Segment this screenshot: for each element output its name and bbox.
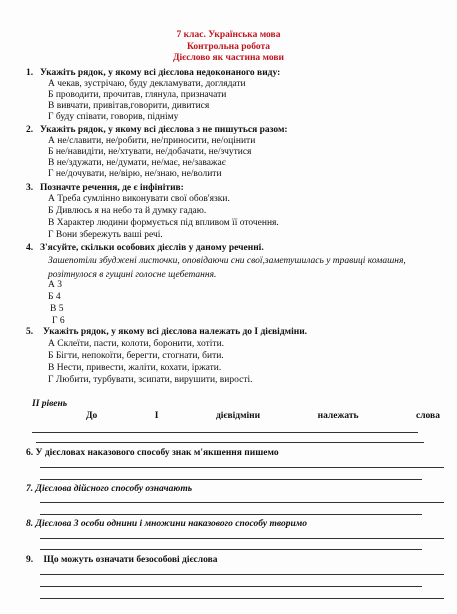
option-1b: Б проводити, прочитав, глянула, призначати	[48, 90, 227, 100]
task-word: I	[154, 411, 159, 421]
option-5b: Б Бігти, непокоїти, берегти, стогнати, бити.	[48, 351, 224, 361]
question-4	[26, 243, 264, 254]
question-number: 5.	[26, 327, 34, 337]
question-number: 7.	[26, 484, 34, 494]
question-number: 1.	[26, 68, 34, 78]
open-question-6	[26, 448, 279, 458]
task-word: До	[86, 411, 98, 421]
answer-line[interactable]	[40, 538, 444, 539]
task-word: дієвідміни	[215, 411, 261, 421]
task-word: належать	[317, 411, 359, 421]
option-5c: В Нести, привести, жаліти, кохати, іржати.	[48, 363, 222, 373]
answer-line[interactable]	[40, 586, 422, 587]
option-3c: В Характер людини формується під впливом її оточення.	[48, 218, 279, 228]
question-number: 2.	[26, 125, 34, 135]
question-text: З'ясуйте, скільки особових дієслів у даному реченні.	[40, 243, 264, 253]
option-2d: Г не/дочувати, не/вірю, не/знаю, не/волити	[48, 169, 222, 179]
option-2c: В не/здужати, не/думати, не/має, не/заважає	[48, 158, 226, 168]
question-text: У дієсловах наказового способу знак м'якшення пишемо	[35, 448, 279, 458]
question-1	[26, 68, 280, 79]
option-4b: Б 4	[48, 292, 61, 302]
option-2a: А не/славити, не/робити, не/приносити, не/оцінити	[48, 136, 256, 146]
question-number: 3.	[26, 183, 34, 193]
answer-line[interactable]	[40, 479, 422, 480]
question-text: Укажіть рядок, у якому всі дієслова з не пишуться разом:	[40, 125, 288, 135]
answer-line[interactable]	[40, 514, 422, 515]
answer-line[interactable]	[40, 549, 422, 550]
option-1c: В вивчати, привітав,говорити, дивитися	[48, 101, 210, 111]
option-5a: А Склеїти, пасти, колоти, боронити, хотіти.	[48, 339, 225, 349]
option-4c: В 5	[50, 304, 64, 314]
option-1a: А чекав, зустрічаю, буду декламувати, доглядати	[48, 79, 246, 89]
question-text: Укажіть рядок, у якому всі дієслова недоконаного виду:	[40, 68, 281, 78]
open-question-7	[26, 484, 192, 494]
option-4d: Г 6	[52, 316, 65, 326]
question-3	[26, 183, 184, 194]
question-number: 4.	[26, 243, 34, 253]
question-2	[26, 125, 288, 136]
open-question-8	[26, 519, 307, 529]
question-5	[26, 327, 307, 338]
question-text: Дієслова 3 особи однини і множини наказового способу творимо	[35, 519, 308, 529]
worksheet-header	[0, 30, 457, 65]
topic-title: Дієслово як частина мови	[172, 53, 285, 63]
option-3d: Г Вони збережуть ваші речі.	[48, 230, 163, 240]
level-2-task	[86, 411, 440, 421]
answer-line[interactable]	[36, 442, 424, 443]
analysis-sentence: Зашепотіли збуджені листочки, оповідаючи сни свої,заметушилась у травиці комашня, розітнулося в гущині голосне щебетання.	[48, 256, 406, 280]
question-text: Дієслова дійсного способу означають	[35, 484, 193, 494]
question-text: Позначте речення, де є інфінітив:	[40, 183, 184, 193]
grade-subject-title: 7 клас. Українська мова	[176, 30, 281, 40]
option-1d: Г буду співати, говорив, підніму	[48, 112, 179, 122]
answer-line[interactable]	[40, 502, 444, 503]
answer-line[interactable]	[40, 467, 444, 468]
question-text: Що можуть означати безособові дієслова	[43, 555, 218, 565]
question-number: 6.	[26, 448, 34, 458]
option-4a: А 3	[48, 280, 62, 290]
question-text: Укажіть рядок, у якому всі дієслова належать до I дієвідміни.	[43, 327, 308, 337]
task-word: слова	[416, 411, 440, 421]
option-5d: Г Любити, турбувати, зсипати, вирушити, виростi.	[48, 375, 253, 385]
question-number: 8.	[26, 519, 34, 529]
answer-line[interactable]	[40, 574, 444, 575]
option-2b: Б не/навидіти, не/хтувати, не/добачати, не/зчутися	[48, 147, 252, 157]
answer-line[interactable]	[40, 598, 444, 599]
open-question-9	[26, 555, 218, 565]
test-type-title: Контрольна робота	[186, 41, 271, 52]
answer-line[interactable]	[32, 432, 418, 433]
level-2-heading: II рівень	[32, 399, 68, 409]
option-3b: Б Дивлюсь я на небо та й думку гадаю.	[48, 206, 207, 216]
question-number: 9.	[26, 555, 34, 565]
option-3a: А Треба сумлінно виконувати свої обов'язки.	[48, 194, 230, 204]
